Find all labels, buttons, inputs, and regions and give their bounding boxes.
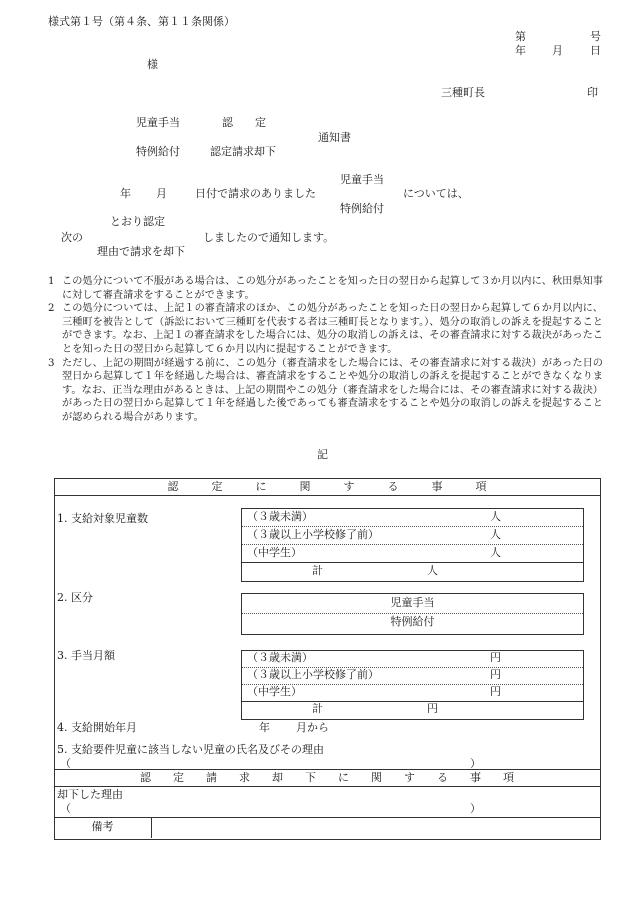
count-junior-unit: 人 — [490, 546, 501, 559]
count-primary-unit: 人 — [490, 528, 501, 541]
body-approved: とおり認定 — [110, 215, 165, 228]
form-number-label: 様式第１号（第４条、第１１条関係） — [48, 15, 235, 28]
note-number: 3 — [48, 357, 55, 369]
start-month-from: 月から — [296, 721, 329, 734]
addressee-suffix: 様 — [147, 58, 158, 71]
remarks-divider — [151, 817, 152, 838]
amount-primary-unit: 円 — [490, 668, 501, 681]
title-approval: 認 定 — [222, 116, 266, 129]
ki-heading: 記 — [317, 448, 328, 461]
approval-section-header: 認 定 に 関 す る 事 項 — [167, 480, 487, 493]
title-special-benefit: 特例給付 — [136, 145, 180, 158]
count-total-label: 計 — [312, 564, 323, 577]
note-item — [48, 302, 603, 356]
item2-label: 2. 区分 — [57, 591, 93, 604]
item1-label: 1. 支給対象児童数 — [57, 512, 148, 525]
amount-total-unit: 円 — [427, 702, 438, 715]
note-number: 1 — [48, 276, 55, 287]
note-item — [48, 275, 603, 302]
count-under3-unit: 人 — [490, 510, 501, 523]
count-junior-label: （中学生） — [247, 546, 302, 559]
rejection-close-paren: ） — [470, 802, 481, 815]
rejection-section-header: 認 定 請 求 却 下 に 関 す る 事 項 — [140, 771, 514, 784]
amount-total-label: 計 — [312, 702, 323, 715]
title-allowance: 児童手当 — [136, 116, 180, 129]
document-no-prefix: 第 — [515, 30, 526, 43]
body-next: 次の — [61, 231, 83, 244]
amount-junior-unit: 円 — [490, 685, 501, 698]
divider — [54, 817, 600, 818]
note-text: この処分については、上記１の審査請求のほか、この処分があったことを知った日の翌日から起算して６か月以内に、三種町を被告として（訴訟において三種町を代表する者は三種町長となります。）、処分の取消しの訴えを提起することができます。なお、上記１の審査請求をした場合には、処分の取消しの訴えは、その審査請求に対する裁決があったことを知った日の翌日から起算して６か月以内に提起することができます。 — [62, 303, 603, 355]
document-no-suffix: 号 — [590, 30, 601, 43]
body-option-special: 特例給付 — [340, 202, 384, 215]
body-date-year: 年 — [120, 187, 131, 200]
body-notify: しましたので通知します。 — [203, 231, 335, 244]
count-primary-label: （３歳以上小学校修了前） — [247, 528, 379, 541]
amount-primary-label: （３歳以上小学校修了前） — [247, 668, 379, 681]
divider — [54, 495, 600, 496]
rejection-open-paren: （ — [60, 802, 71, 815]
count-total-unit: 人 — [427, 564, 438, 577]
amount-junior-label: （中学生） — [247, 685, 302, 698]
body-option-allowance: 児童手当 — [340, 173, 384, 186]
amount-under3-label: （３歳未満） — [247, 651, 313, 664]
remarks-label: 備考 — [91, 820, 114, 833]
divider — [54, 786, 600, 787]
body-date-day-text: 日付で請求のありました — [195, 187, 316, 200]
category-allowance: 児童手当 — [390, 596, 435, 609]
start-year: 年 — [259, 721, 270, 734]
issue-year: 年 — [515, 44, 526, 57]
category-special: 特例給付 — [390, 615, 435, 628]
body-date-month: 月 — [156, 187, 167, 200]
appeal-notes — [48, 275, 603, 425]
divider — [54, 769, 600, 770]
item4-label: 4. 支給開始年月 — [57, 721, 137, 734]
amount-under3-unit: 円 — [490, 651, 501, 664]
count-under3-label: （３歳未満） — [247, 510, 313, 523]
body-concerning: については、 — [403, 187, 469, 200]
item5-label: 5. 支給要件児童に該当しない児童の氏名及びその理由 — [57, 743, 324, 756]
issue-day: 日 — [590, 44, 601, 57]
note-number: 2 — [48, 303, 55, 315]
note-text: この処分について不服がある場合は、この処分があったことを知った日の翌日から起算して３か月以内に、秋田県知事に対して審査請求をすることができます。 — [62, 276, 603, 301]
rejection-reason-label: 却下した理由 — [57, 788, 123, 801]
issue-month: 月 — [552, 44, 563, 57]
title-rejection: 認定請求却下 — [210, 145, 276, 158]
title-notice: 通知書 — [318, 131, 351, 144]
item3-label: 3. 手当月額 — [57, 649, 115, 662]
body-rejected: 理由で請求を却下 — [97, 245, 185, 258]
item5-open-paren: （ — [60, 757, 71, 770]
item5-close-paren: ） — [470, 757, 481, 770]
seal-mark: 印 — [587, 86, 598, 99]
note-item — [48, 357, 603, 425]
sender-name: 三種町長 — [441, 86, 485, 99]
note-text: ただし、上記の期間が経過する前に、この処分（審査請求をした場合には、その審査請求に対する裁決）があった日の翌日から起算して１年を経過した場合は、審査請求をすることや処分の取消しの訴えを提起することができなくなります。なお、正当な理由があるときは、上記の期間やこの処分（審査請求をした場合には、その審査請求に対する裁決）があった日の翌日から起算して１年を経過した後であっても審査請求をすることや処分の取消しの訴えを提起することが認められる場合があります。 — [62, 357, 603, 423]
